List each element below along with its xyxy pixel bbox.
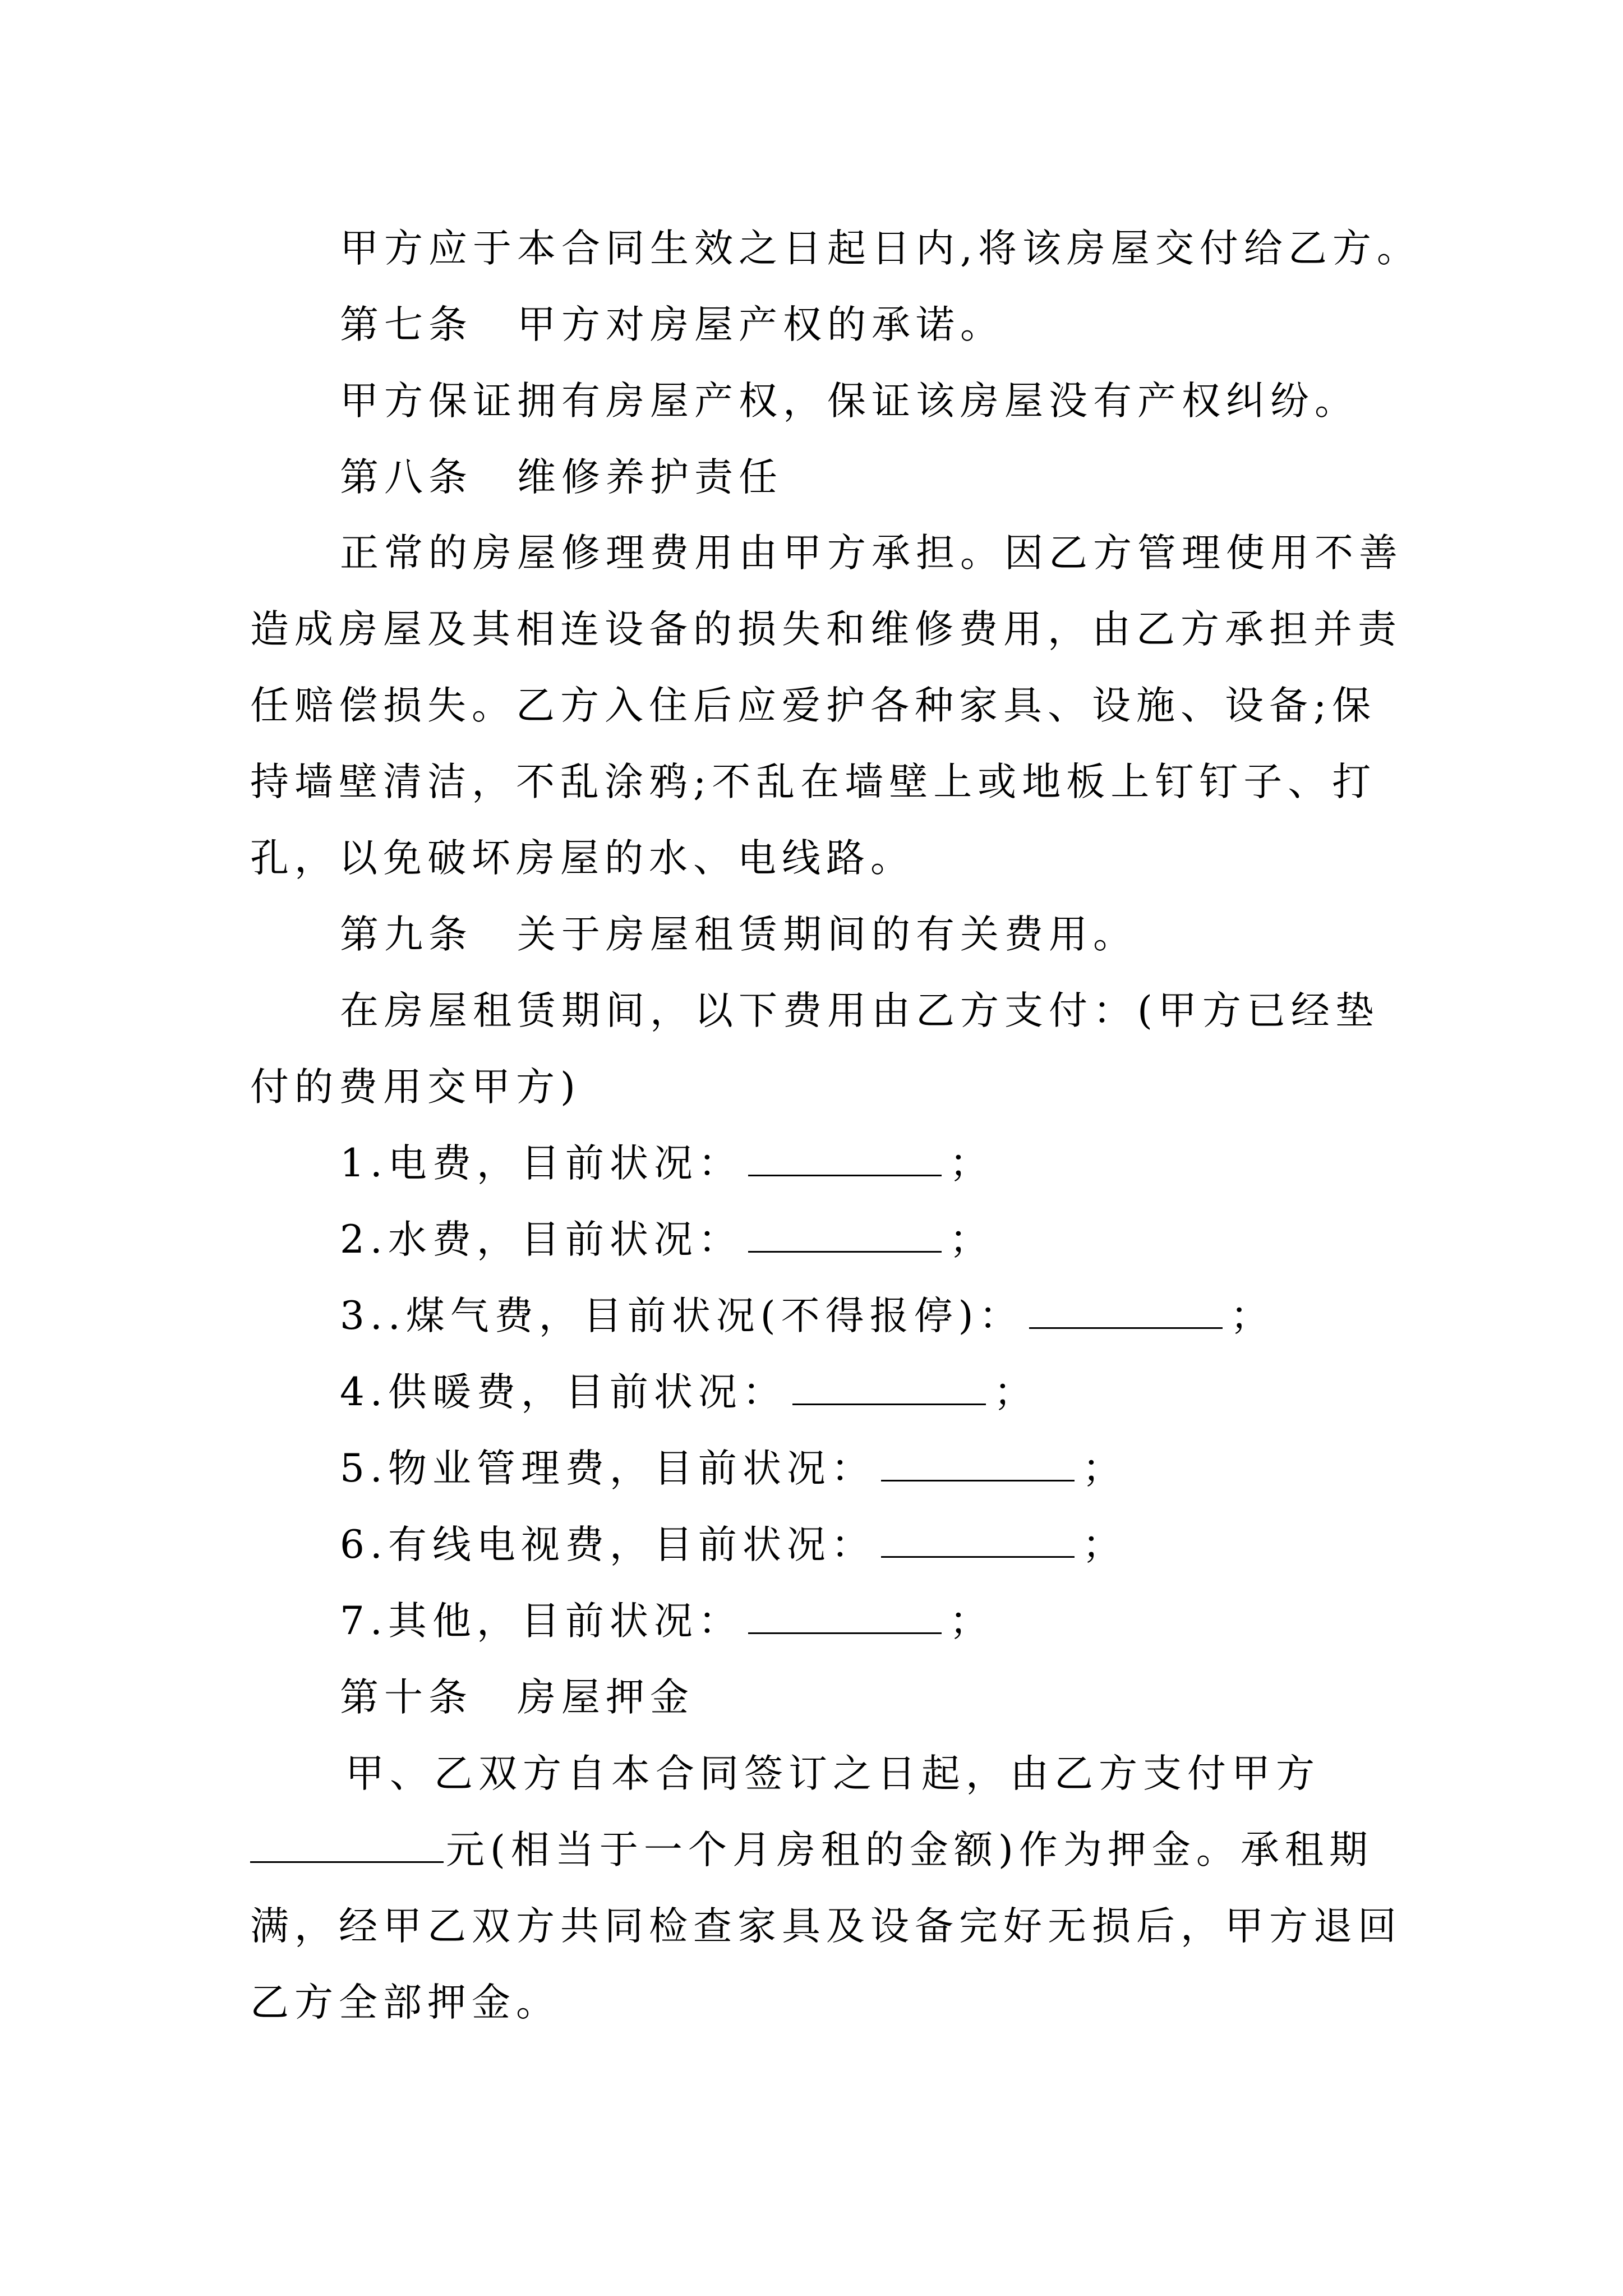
paragraph-article-10-line-3: 满，经甲乙双方共同检查家具及设备完好无损后，甲方退回 bbox=[250, 1904, 1402, 1949]
heading-article-9: 第九条 关于房屋租赁期间的有关费用。 bbox=[340, 912, 1137, 957]
fee-item-heating: 4.供暖费，目前状况： ； bbox=[340, 1370, 1038, 1415]
fee-item-property-management: 5.物业管理费，目前状况： ； bbox=[340, 1446, 1127, 1491]
fee-item-electricity: 1.电费，目前状况： ； bbox=[340, 1141, 994, 1186]
paragraph-article-9-line-2: 付的费用交甲方) bbox=[250, 1065, 581, 1110]
paragraph-delivery: 甲方应于本合同生效之日起日内,将该房屋交付给乙方。 bbox=[340, 226, 1421, 271]
fill-blank bbox=[748, 1220, 942, 1253]
heading-article-8: 第八条 维修养护责任 bbox=[340, 455, 783, 500]
heading-article-7: 第七条 甲方对房屋产权的承诺。 bbox=[340, 302, 1004, 347]
fill-blank bbox=[748, 1601, 942, 1634]
fill-blank bbox=[1029, 1296, 1223, 1329]
fee-item-cable-tv: 6.有线电视费，目前状况： ； bbox=[340, 1522, 1127, 1567]
fill-blank bbox=[881, 1448, 1075, 1481]
paragraph-article-7: 甲方保证拥有房屋产权，保证该房屋没有产权纠纷。 bbox=[340, 379, 1359, 424]
paragraph-article-10-line-2: 元(相当于一个月房租的金额)作为押金。承租期 bbox=[250, 1823, 1373, 1877]
fill-blank bbox=[881, 1525, 1075, 1558]
fill-blank bbox=[748, 1143, 942, 1176]
paragraph-article-8-line-4: 持墙壁清洁，不乱涂鸦;不乱在墙壁上或地板上钉钉子、打 bbox=[250, 760, 1377, 804]
deposit-amount-blank bbox=[250, 1830, 444, 1863]
paragraph-article-8-line-5: 孔，以免破坏房屋的水、电线路。 bbox=[250, 836, 915, 881]
heading-article-10: 第十条 房屋押金 bbox=[340, 1675, 694, 1720]
paragraph-article-8-line-2: 造成房屋及其相连设备的损失和维修费用，由乙方承担并责 bbox=[250, 607, 1402, 652]
paragraph-article-10-line-4: 乙方全部押金。 bbox=[250, 1980, 560, 2025]
fee-item-water: 2.水费，目前状况： ； bbox=[340, 1217, 994, 1262]
paragraph-article-8-line-3: 任赔偿损失。乙方入住后应爱护各种家具、设施、设备;保 bbox=[250, 683, 1377, 728]
fee-item-other: 7.其他，目前状况： ； bbox=[340, 1599, 994, 1644]
paragraph-article-9-line-1: 在房屋租赁期间，以下费用由乙方支付：(甲方已经垫 bbox=[340, 988, 1380, 1033]
paragraph-article-8-line-1: 正常的房屋修理费用由甲方承担。因乙方管理使用不善 bbox=[340, 531, 1403, 576]
fill-blank bbox=[792, 1372, 986, 1405]
paragraph-article-10-line-1: 甲、乙双方自本合同签订之日起，由乙方支付甲方 bbox=[345, 1751, 1320, 1796]
fee-item-gas: 3..煤气费，目前状况(不得报停)： ； bbox=[340, 1294, 1275, 1338]
